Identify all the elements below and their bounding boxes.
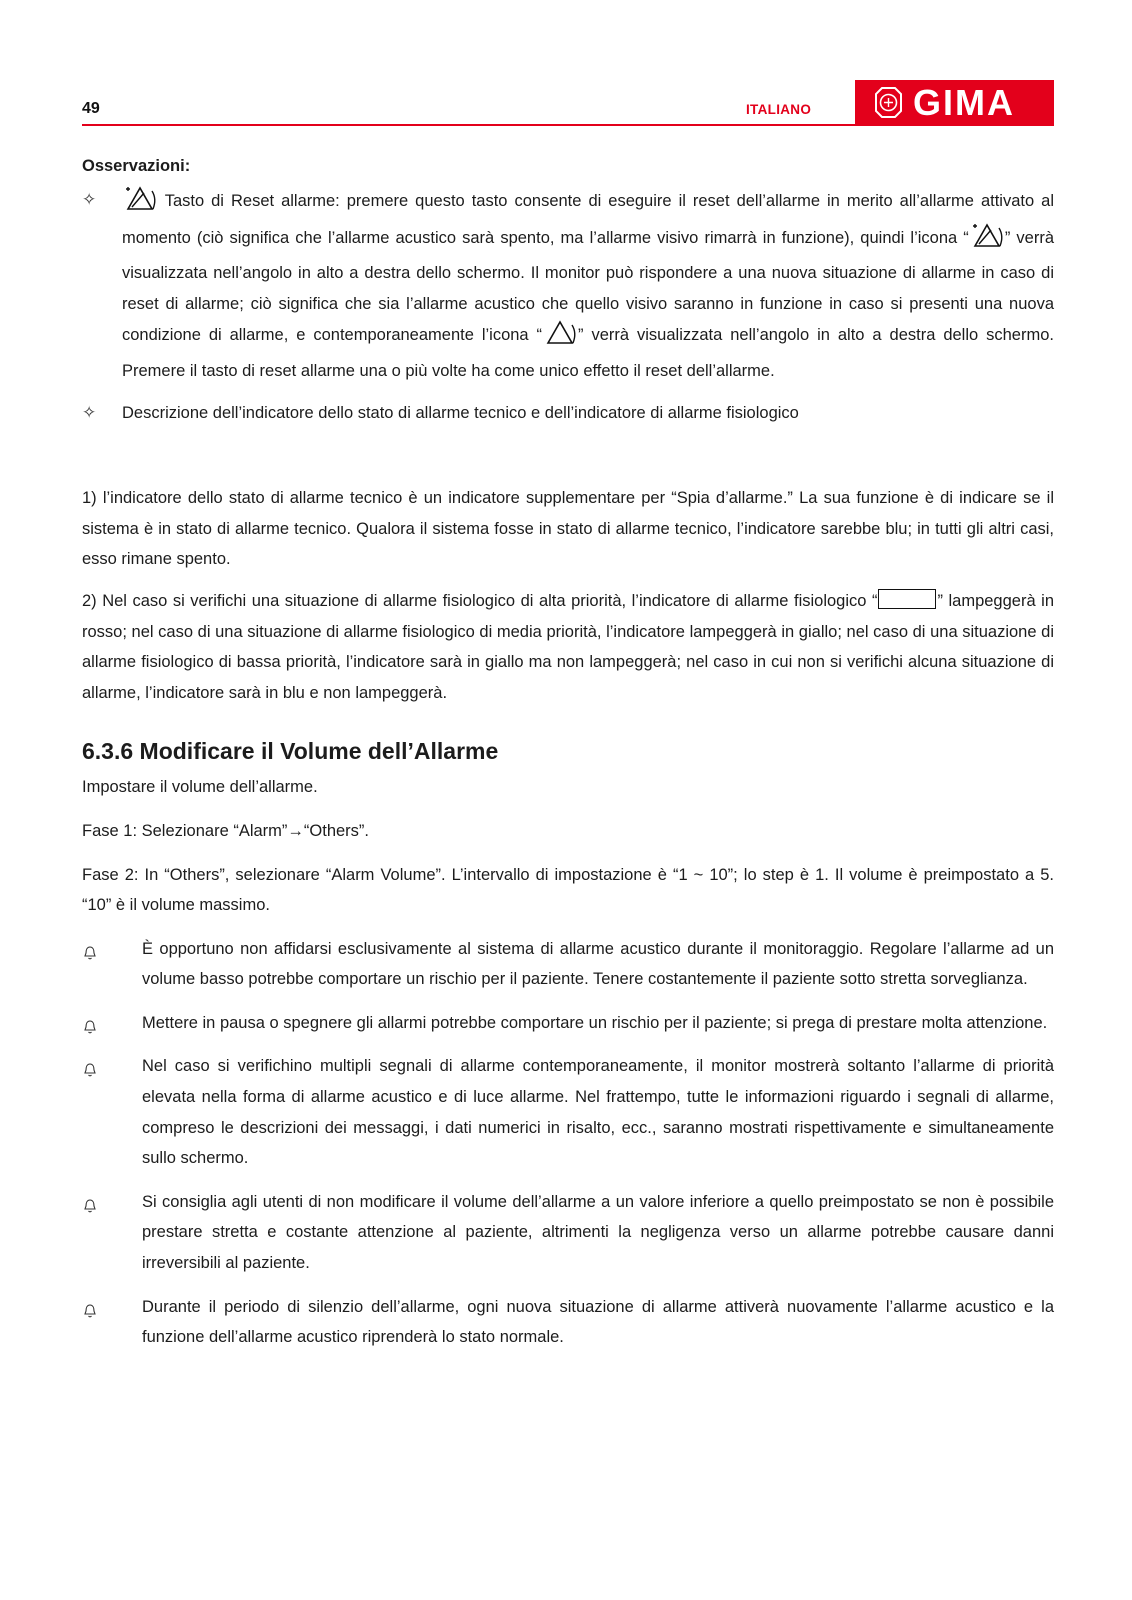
gima-emblem-icon bbox=[855, 80, 915, 126]
observations-title: Osservazioni: bbox=[82, 157, 191, 175]
star-bullet-icon: ✧ bbox=[82, 190, 97, 209]
section-steps bbox=[82, 772, 1054, 920]
alarm-indicator-icon bbox=[878, 589, 936, 609]
warning-text: È opportuno non affidarsi esclusivamente al sistema di allarme acustico durante il monitoraggio. Regolare l’allarme ad un volume basso potrebbe comportare un rischio per il paziente. Tenere costantemente il paziente sotto stretta sorveglianza. bbox=[142, 939, 1054, 989]
alarm-active-icon bbox=[542, 319, 578, 356]
warning-item bbox=[82, 1292, 1054, 1353]
warning-text: Si consiglia agli utenti di non modificare il volume dell’allarme a un valore inferiore a quello preimpostato se non è possibile prestare stretta e costante attenzione al paziente, altrimenti la negligenza verso un allarme potrebbe causare danni irreversibili al paziente. bbox=[142, 1192, 1054, 1273]
warning-text: Mettere in pausa o spegnere gli allarmi potrebbe comportare un rischio per il paziente; si prega di prestare molta attenzione. bbox=[142, 1013, 1048, 1032]
paragraph-physiological-alarm bbox=[82, 586, 1054, 708]
note-text-part3: ” verrà visualizzata nell’angolo in alto a destra dello schermo. Premere il tasto di reset allarme una o più volte ha come unico effetto il reset dell’allarme. bbox=[122, 326, 1054, 380]
header-rule bbox=[82, 124, 1054, 126]
warning-item bbox=[82, 1051, 1054, 1173]
section-title: 6.3.6 Modificare il Volume dell’Allarme bbox=[82, 738, 499, 765]
gima-logo bbox=[855, 80, 1054, 126]
alarm-reset-icon bbox=[122, 185, 158, 222]
paragraph-text-after: ” lampeggerà in rosso; nel caso di una situazione di allarme fisiologico di media priorità, l’indicatore lampeggerà in giallo; nel caso di una situazione di allarme fisiologico di bassa priorità, l’indicatore sarà in giallo ma non lampeggerà; nel caso in cui non si verifichi alcuna situazione di allarme, l’indicatore sarà in blu e non lampeggerà. bbox=[82, 591, 1054, 702]
warning-text: Durante il periodo di silenzio dell’allarme, ogni nuova situazione di allarme attiverà nuovamente l’allarme acustico e la funzione dell’allarme acustico riprenderà lo stato normale. bbox=[142, 1297, 1054, 1347]
logo-wordmark: GIMA bbox=[913, 82, 1015, 123]
alarm-reset-icon bbox=[969, 222, 1005, 259]
page-content bbox=[82, 155, 1054, 1366]
bell-icon bbox=[82, 1299, 98, 1330]
observation-note-indicators bbox=[82, 398, 1054, 429]
step-2: Fase 2: In “Others”, selezionare “Alarm Volume”. L’intervallo di impostazione è “1 ~ 10”; lo step è 1. Il volume è preimpostato a 5. “10” è il volume massimo. bbox=[82, 865, 1054, 915]
spacer bbox=[82, 439, 1054, 483]
page-number: 49 bbox=[82, 100, 100, 117]
step-1: Fase 1: Selezionare “Alarm”→“Others”. bbox=[82, 821, 370, 840]
warning-text: Nel caso si verifichino multipli segnali di allarme contemporaneamente, il monitor mostrerà soltanto l’allarme di priorità elevata nella forma di allarme acustico e di luce allarme. Nel frattempo, tutte le informazioni riguardo i segnali di allarme, compreso le descrizioni dei messaggi, i dati numerici in risalto, ecc., saranno mostrati rispettivamente e simultaneamente sullo schermo. bbox=[142, 1057, 1054, 1168]
section-intro: Impostare il volume dell’allarme. bbox=[82, 778, 318, 797]
page-header bbox=[82, 80, 1054, 126]
note-text-part1: Tasto di Reset allarme: premere questo tasto consente di eseguire il reset dell’allarme in merito all’allarme attivato al momento (ciò significa che l’allarme acustico sarà spento, ma l’allarme visivo rimarrà in funzione), quindi l’icona “ bbox=[122, 192, 1054, 247]
language-label: ITALIANO bbox=[746, 102, 812, 117]
paragraph-technical-alarm: 1) l’indicatore dello stato di allarme tecnico è un indicatore supplementare per “Spia d’allarme.” La sua funzione è di indicare se il sistema è in stato di allarme tecnico. Qualora il sistema fosse in stato di allarme tecnico, l’indicatore sarebbe blu; in tutti gli altri casi, esso rimane spento. bbox=[82, 489, 1054, 569]
bell-icon bbox=[82, 941, 98, 972]
bell-icon bbox=[82, 1058, 98, 1089]
warning-list bbox=[82, 934, 1054, 1353]
bell-icon bbox=[82, 1015, 98, 1046]
warning-item bbox=[82, 1187, 1054, 1279]
bell-icon bbox=[82, 1194, 98, 1225]
note-text-part2: ” verrà visualizzata nell’angolo in alto a destra dello schermo. Il monitor può rispondere a una nuova situazione di allarme in caso di reset di allarme; ciò significa che sia l’allarme acustico che quello visivo saranno in funzione in caso si presenti una nuova condizione di allarme, e contemporaneamente l’icona “ bbox=[122, 228, 1054, 345]
observation-note-reset bbox=[82, 185, 1054, 387]
warning-item bbox=[82, 1008, 1054, 1039]
note-text: Descrizione dell’indicatore dello stato di allarme tecnico e dell’indicatore di allarme fisiologico bbox=[122, 403, 799, 422]
paragraph-text-before: 2) Nel caso si verifichi una situazione di allarme fisiologico di alta priorità, l’indicatore di allarme fisiologico “ bbox=[82, 591, 878, 610]
star-bullet-icon: ✧ bbox=[82, 402, 97, 422]
warning-item bbox=[82, 934, 1054, 995]
